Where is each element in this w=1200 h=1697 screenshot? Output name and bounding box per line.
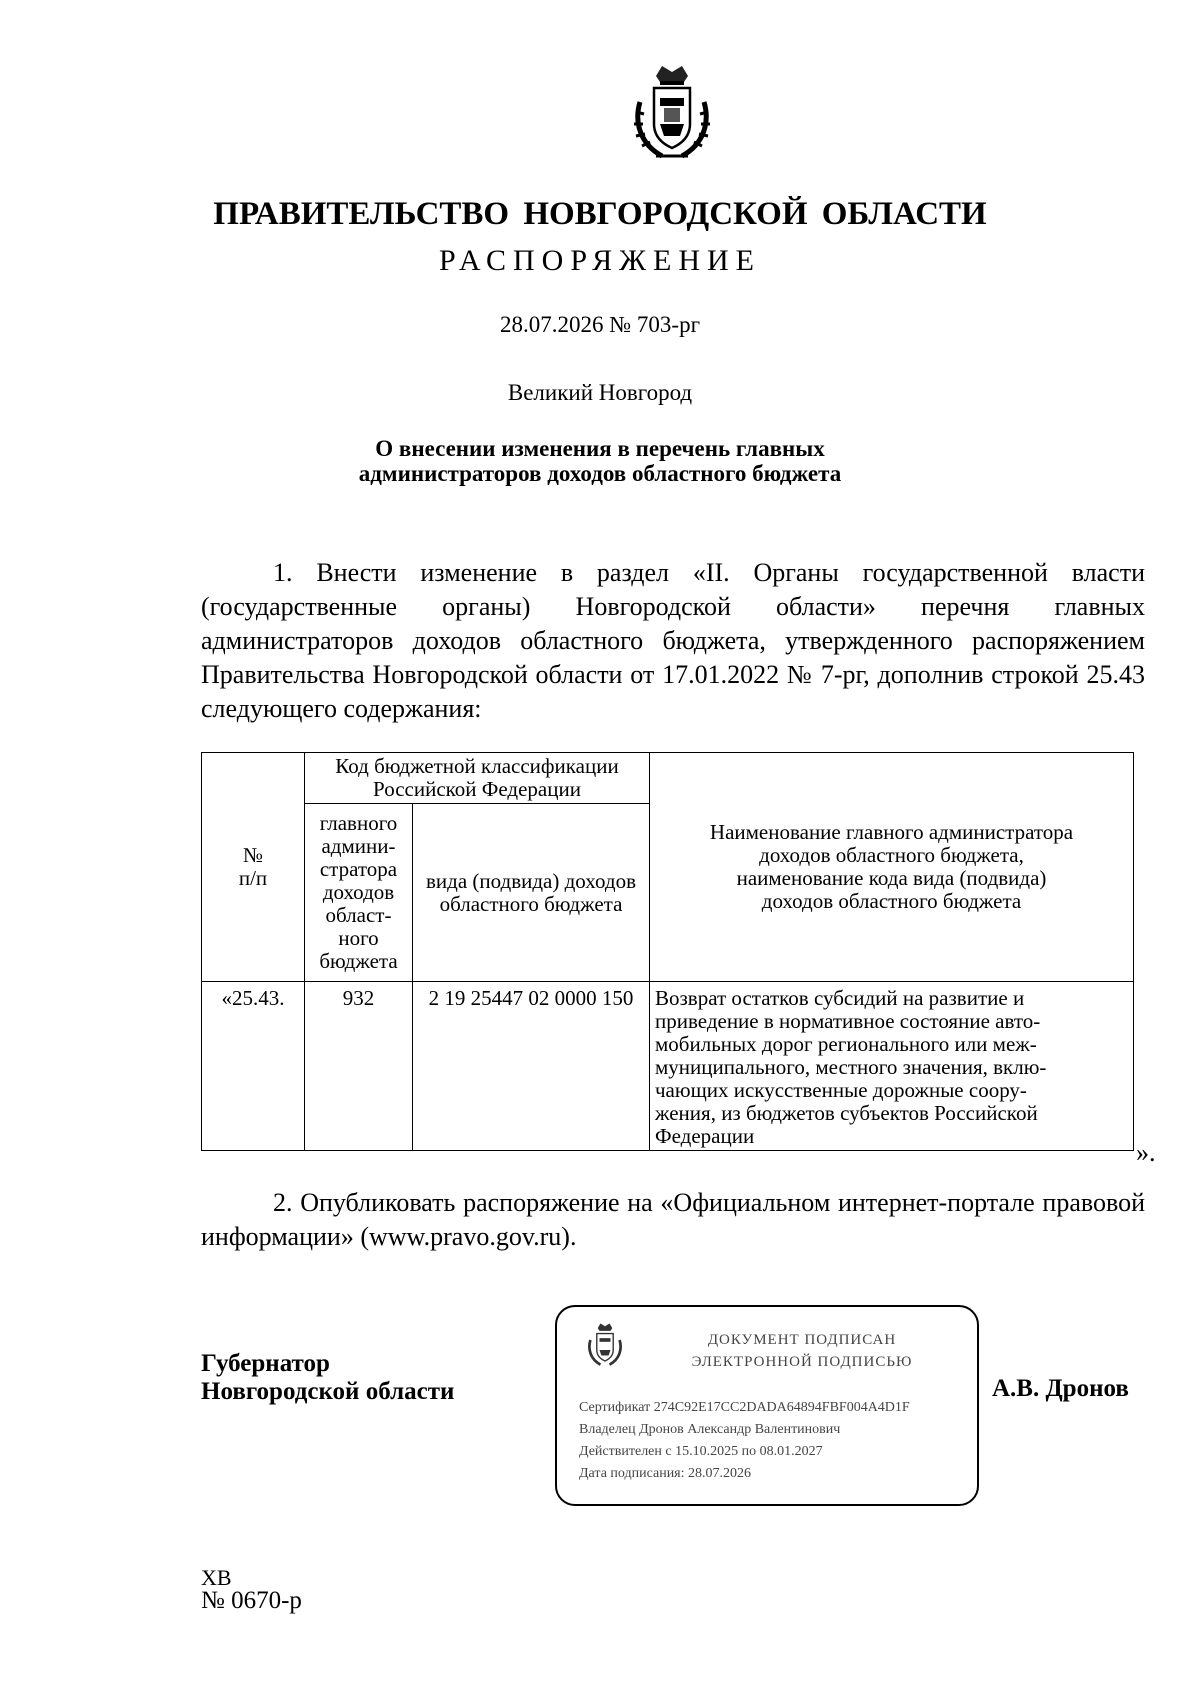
row-admin-code: 932	[305, 982, 413, 1151]
signer-name: А.В. Дронов	[992, 1375, 1129, 1402]
city: Великий Новгород	[507, 380, 693, 405]
coat-of-arms-icon	[626, 62, 718, 164]
signer-title	[201, 1350, 454, 1406]
stamp-sign-date: Дата подписания: 28.07.2026	[579, 1466, 752, 1481]
row-name: Возврат остатков субсидий на развитие и приведение в нормативное состояние авто- мобильных дорог регионального или меж- муниципального, местного значения, вклю- чающих искусственные дорожные соору- жения, из бюджетов субъектов Российской Федерации	[650, 982, 1134, 1151]
paragraph-2: 2. Опубликовать распоряжение на «Официальном интернет-портале правовой информации» (www.pravo.gov.ru).	[201, 1188, 1145, 1251]
organization-title: ПРАВИТЕЛЬСТВО НОВГОРОДСКОЙ ОБЛАСТИ	[213, 196, 987, 232]
stamp-certificate: Сертификат 274С92Е17СС2DADA64894FBF004A4D1F	[579, 1400, 910, 1415]
document-type: РАСПОРЯЖЕНИЕ	[438, 244, 762, 277]
stamp-title	[647, 1329, 957, 1373]
row-num: «25.43.	[202, 982, 305, 1151]
table-header-row	[202, 753, 1134, 804]
revenue-admin-table	[201, 752, 1134, 1151]
closing-quote: ».	[1136, 1138, 1156, 1167]
signer-title-line-2: Новгородской области	[201, 1378, 455, 1405]
stamp-owner: Владелец Дронов Александр Валентинович	[579, 1422, 841, 1437]
header-kind: вида (подвида) доходов областного бюджета	[413, 804, 650, 982]
registration-number: № 0670-р	[201, 1587, 302, 1614]
header-name: Наименование главного администратора доходов областного бюджета, наименование кода вида (подвида) доходов областного бюджета	[650, 753, 1134, 982]
stamp-details	[579, 1397, 910, 1485]
executor-initials: ХВ	[201, 1565, 232, 1590]
header-admin: главного админи- стратора доходов област- ного бюджета	[305, 804, 413, 982]
stamp-title-line-1: ДОКУМЕНТ ПОДПИСАН	[707, 1332, 897, 1348]
stamp-title-line-2: ЭЛЕКТРОННОЙ ПОДПИСЬЮ	[691, 1354, 913, 1370]
subject-line-2: администраторов доходов областного бюджета	[358, 461, 842, 486]
paragraph-1: 1. Внести изменение в раздел «II. Органы государственной власти (государственные органы) Новгородской области» перечня главных администраторов доходов областного бюджета, утвержденного распоряжением Правительства Новгородской области от 17.01.2022 № 7-рг, дополнив строкой 25.43 следующего содержания:	[201, 558, 1145, 723]
signer-title-line-1: Губернатор	[201, 1350, 330, 1377]
table-row	[202, 982, 1134, 1151]
header-code-group: Код бюджетной классификации Российской Федерации	[305, 753, 650, 804]
subject-line-1: О внесении изменения в перечень главных	[375, 436, 825, 461]
coat-of-arms-icon	[584, 1321, 626, 1369]
header-num: № п/п	[202, 753, 305, 982]
date-number: 28.07.2026 № 703-рг	[499, 312, 701, 337]
row-kind-code: 2 19 25447 02 0000 150	[413, 982, 650, 1151]
stamp-validity: Действителен с 15.10.2025 по 08.01.2027	[579, 1444, 823, 1459]
electronic-signature-stamp	[555, 1305, 979, 1506]
subject-heading	[0, 436, 1200, 486]
